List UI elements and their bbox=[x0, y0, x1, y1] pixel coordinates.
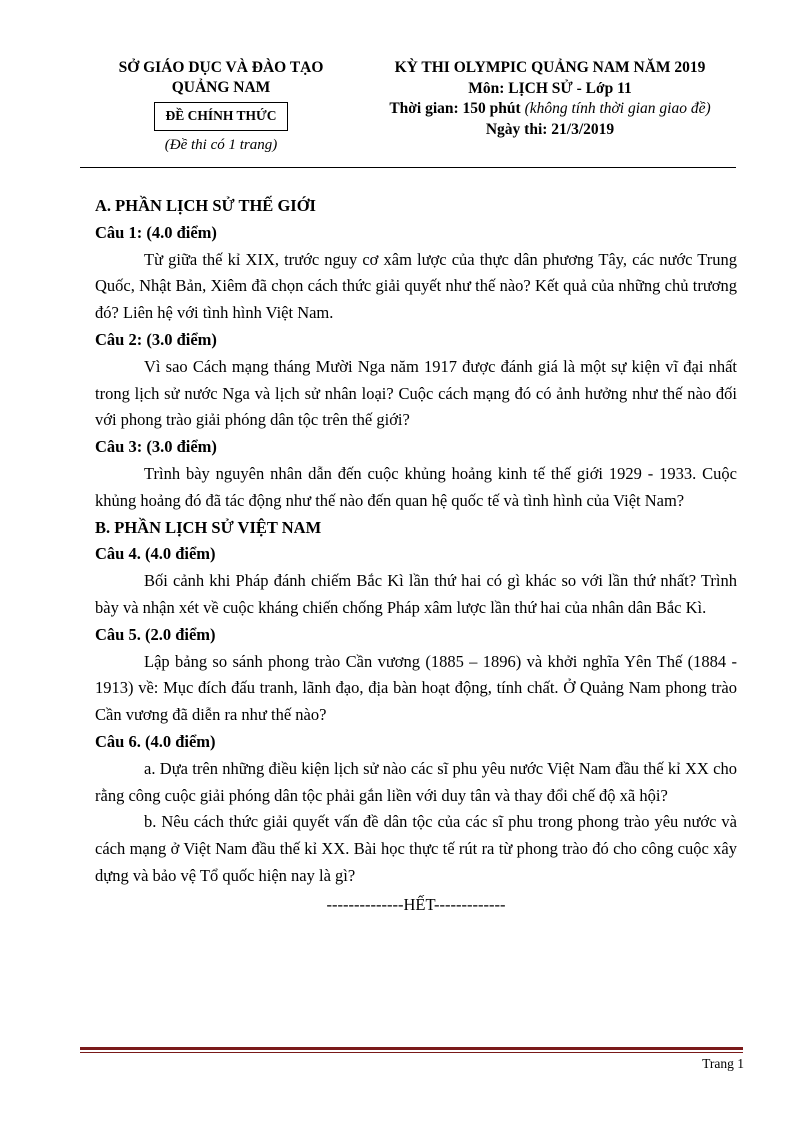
pages-note: (Đề thi có 1 trang) bbox=[164, 137, 278, 153]
section-a-heading: A. PHẦN LỊCH SỬ THẾ GIỚI bbox=[95, 196, 316, 215]
question-1-title: Câu 1: (4.0 điểm) bbox=[95, 222, 217, 242]
time-note: (không tính thời gian giao đề) bbox=[524, 100, 711, 117]
header-divider bbox=[80, 167, 736, 168]
exam-title: KỲ THI OLYMPIC QUẢNG NAM NĂM 2019 bbox=[394, 59, 706, 76]
question-6b-text: b. Nêu cách thức giải quyết vấn đề dân tộc của các sĩ phu trong phong trào yêu nước và cách mạng ở Việt Nam đầu thế kỉ XX. Bài học thực tế rút ra từ phong trào đó cho công cuộc xây dựng và bảo vệ Tổ quốc hiện nay là gì? bbox=[95, 812, 737, 885]
official-stamp: ĐỀ CHÍNH THỨC bbox=[154, 102, 287, 131]
time-line bbox=[345, 99, 755, 120]
question-5-text: Lập bảng so sánh phong trào Cần vương (1885 – 1896) và khởi nghĩa Yên Thế (1884 - 1913) về: Mục đích đấu tranh, lãnh đạo, địa bàn hoạt động, tính chất. Ở Quảng Nam phong trào Cần vương đã diễn ra như thế nào? bbox=[95, 651, 737, 725]
time-label: Thời gian: 150 phút bbox=[389, 100, 521, 117]
footer-rule-thin bbox=[80, 1052, 743, 1053]
question-5-title: Câu 5. (2.0 điểm) bbox=[95, 624, 216, 644]
issuer-block bbox=[80, 58, 362, 155]
question-1-text: Từ giữa thế kỉ XIX, trước nguy cơ xâm lược của thực dân phương Tây, các nước Trung Quốc, Nhật Bản, Xiêm đã chọn cách thức giải quyết như thế nào? Kết quả của những chủ trương đó? Liên hệ với tình hình Việt Nam. bbox=[95, 249, 737, 323]
department-name: SỞ GIÁO DỤC VÀ ĐÀO TẠO bbox=[118, 59, 324, 76]
exam-date: Ngày thi: 21/3/2019 bbox=[485, 120, 615, 138]
end-marker: --------------HẾT------------- bbox=[326, 894, 506, 914]
province-name: QUẢNG NAM bbox=[171, 79, 271, 96]
question-2-title: Câu 2: (3.0 điểm) bbox=[95, 329, 217, 349]
subject-line: Môn: LỊCH SỬ - Lớp 11 bbox=[468, 79, 632, 97]
exam-body bbox=[95, 193, 737, 919]
page-number: Trang 1 bbox=[702, 1056, 744, 1071]
section-b-heading: B. PHẦN LỊCH SỬ VIỆT NAM bbox=[95, 517, 322, 537]
question-2-text: Vì sao Cách mạng tháng Mười Nga năm 1917 được đánh giá là một sự kiện vĩ đại nhất trong lịch sử nước Nga và lịch sử nhân loại? Cuộc cách mạng đó có ảnh hưởng như thế nào đối với phong trào giải phóng dân tộc trên thế giới? bbox=[95, 356, 737, 430]
footer-rule-thick bbox=[80, 1047, 743, 1050]
question-6a-text: a. Dựa trên những điều kiện lịch sử nào các sĩ phu yêu nước Việt Nam đầu thế kỉ XX cho rằng công cuộc giải phóng dân tộc phải gắn liền với duy tân và thay đổi chế độ xã hội? bbox=[95, 758, 737, 805]
exam-info-block bbox=[345, 58, 755, 140]
question-3-title: Câu 3: (3.0 điểm) bbox=[95, 437, 217, 457]
question-6-title: Câu 6. (4.0 điểm) bbox=[95, 731, 216, 751]
question-4-text: Bối cảnh khi Pháp đánh chiếm Bắc Kì lần thứ hai có gì khác so với lần thứ nhất? Trình bày và nhận xét về cuộc kháng chiến chống Pháp xâm lược lần thứ hai của nhân dân Bắc Kì. bbox=[95, 571, 737, 617]
question-4-title: Câu 4. (4.0 điểm) bbox=[95, 544, 216, 564]
question-3-text: Trình bày nguyên nhân dẫn đến cuộc khủng hoảng kinh tế thế giới 1929 - 1933. Cuộc khủng hoảng đó đã tác động như thế nào đến quan hệ quốc tế và tình hình của Việt Nam? bbox=[95, 463, 737, 510]
